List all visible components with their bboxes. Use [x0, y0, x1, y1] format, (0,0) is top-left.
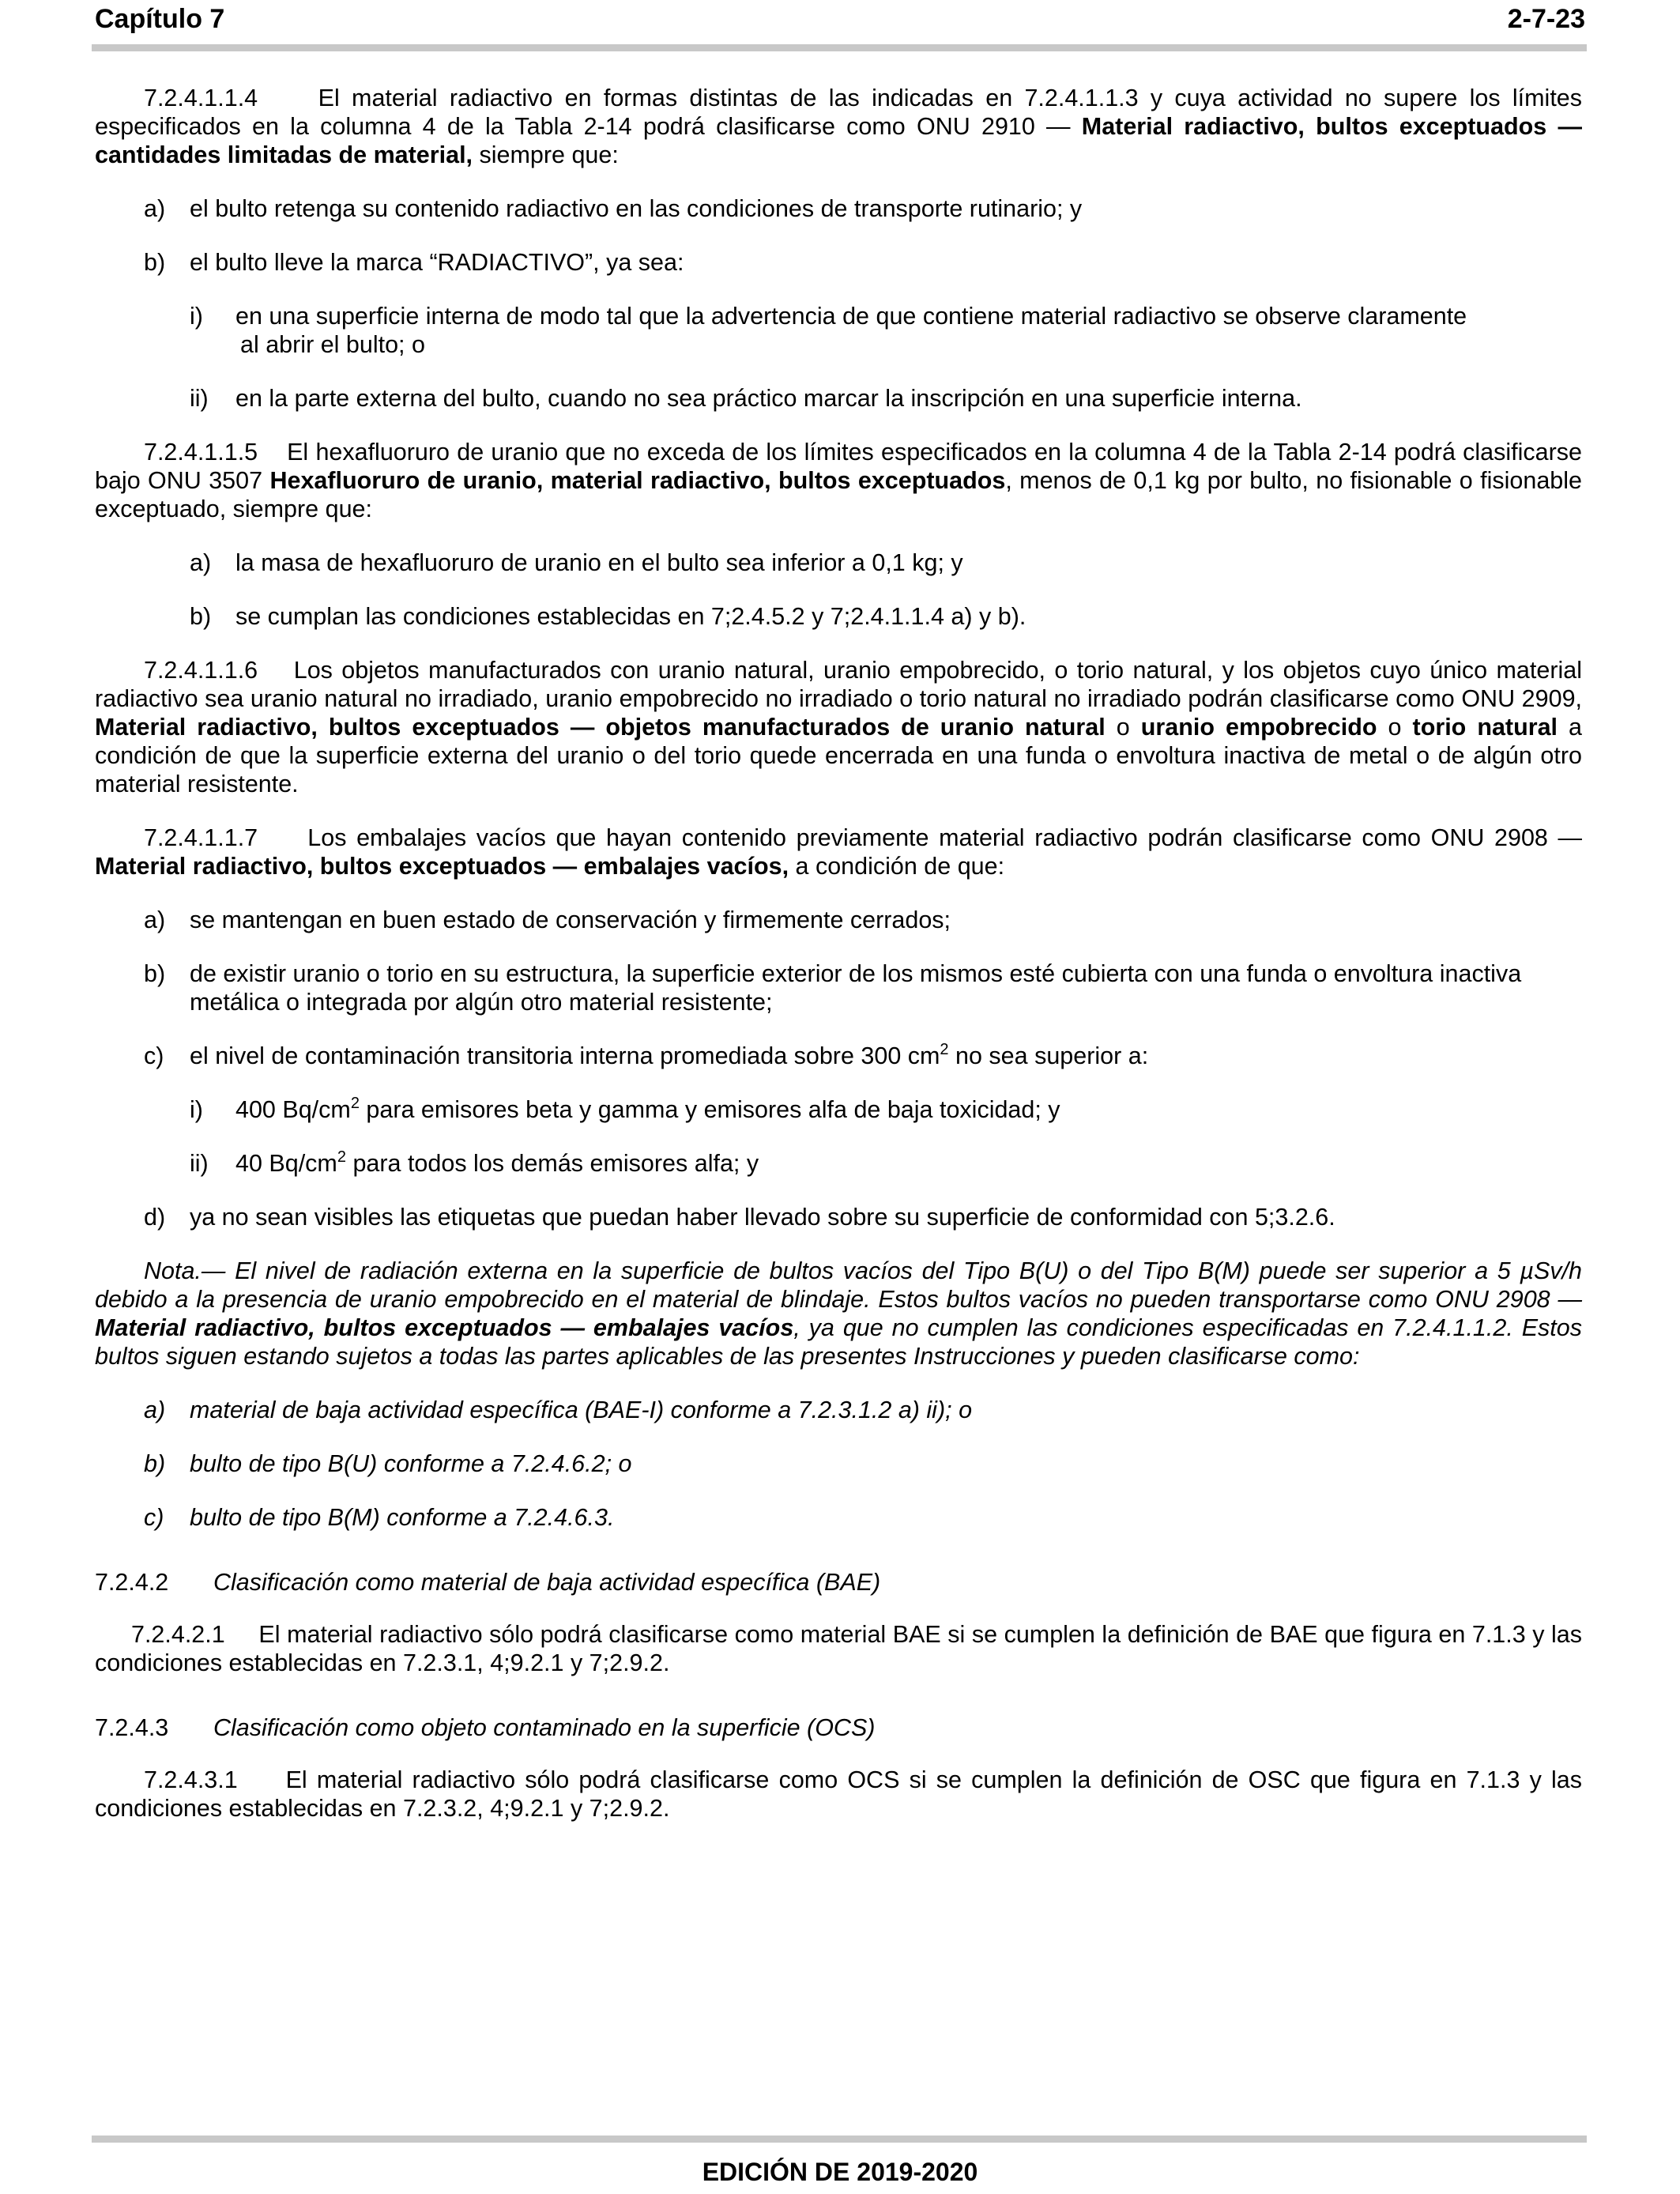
note-list-item [95, 1503, 1582, 1532]
list-item [95, 1203, 1582, 1231]
list-text-continuation: al abrir el bulto; o [240, 331, 425, 358]
paragraph-text: El hexafluoruro de uranio que no exceda de los límites especificados en la columna 4 de la Tabla 2-14 podrá clasificarse bajo ONU 3507 [95, 439, 1582, 494]
superscript: 2 [337, 1148, 346, 1166]
sub-list-item [95, 302, 1582, 359]
un-designation: torio natural [1412, 714, 1558, 741]
section-number: 7.2.4.3 [95, 1714, 169, 1741]
paragraph-text: a condición de que la superficie externa del uranio o del torio quede encerrada en una funda o envoltura inactiva de metal o de algún otro material resistente. [95, 714, 1583, 797]
list-item [95, 1042, 1582, 1070]
list-item [95, 248, 1582, 277]
paragraph-text: a condición de que: [789, 853, 1005, 880]
paragraph-7-2-4-1-1-5 [95, 438, 1582, 523]
section-heading-7-2-4-3 [95, 1713, 1582, 1742]
paragraph-text: o [1377, 714, 1413, 741]
section-title: Clasificación como material de baja actividad específica (BAE) [213, 1569, 881, 1596]
list-label: b) [144, 249, 166, 276]
list-label: c) [144, 1042, 164, 1069]
section-heading-7-2-4-2 [95, 1568, 1582, 1596]
superscript: 2 [350, 1095, 360, 1112]
list-text: se cumplan las condiciones establecidas en 7;2.4.5.2 y 7;2.4.1.1.4 a) y b). [235, 603, 1026, 630]
paragraph-text: Los embalajes vacíos que hayan contenido previamente material radiactivo podrán clasificarse como ONU 2908 — [307, 824, 1582, 851]
list-label: b) [190, 603, 212, 630]
list-label: c) [144, 1504, 164, 1531]
note-text: Nota.— El nivel de radiación externa en la superficie de bultos vacíos del Tipo B(U) o del Tipo B(M) puede ser superior a 5 µSv/h debido a la presencia de uranio empobrecido en el material de blindaje. Estos bultos vacíos no pueden transportarse como ONU 2908 — [95, 1257, 1582, 1313]
paragraph-number: 7.2.4.3.1 [144, 1766, 238, 1793]
paragraph-number: 7.2.4.1.1.4 [144, 85, 258, 111]
un-designation: Material radiactivo, bultos exceptuados — objetos manufacturados de uranio natural [95, 714, 1106, 741]
list-text: se mantengan en buen estado de conservación y firmemente cerrados; [190, 907, 951, 933]
list-text: en una superficie interna de modo tal que la advertencia de que contiene material radiactivo se observe claramente [235, 303, 1467, 330]
list-label: i) [190, 303, 203, 330]
list-text: en la parte externa del bulto, cuando no sea práctico marcar la inscripción en una superficie interna. [235, 385, 1302, 412]
paragraph-number: 7.2.4.1.1.5 [144, 439, 258, 466]
paragraph-text: o [1105, 714, 1141, 741]
list-text: ya no sean visibles las etiquetas que puedan haber llevado sobre su superficie de conformidad con 5;3.2.6. [190, 1204, 1335, 1231]
list-text: para emisores beta y gamma y emisores alfa de baja toxicidad; y [359, 1096, 1060, 1123]
superscript: 2 [940, 1041, 949, 1058]
paragraph-7-2-4-1-1-7 [95, 824, 1582, 880]
paragraph-text: El material radiactivo sólo podrá clasificarse como material BAE si se cumplen la definición de BAE que figura en 7.1.3 y las condiciones establecidas en 7.2.3.1, 4;9.2.1 y 7;2.9.2. [95, 1621, 1583, 1676]
note-list-item [95, 1396, 1582, 1424]
list-item [95, 906, 1582, 934]
paragraph-7-2-4-2-1 [95, 1620, 1582, 1677]
list-item [95, 548, 1582, 577]
un-designation: uranio empobrecido [1140, 714, 1377, 741]
list-item [95, 602, 1582, 631]
list-label: a) [190, 549, 212, 576]
footer-rule [92, 2136, 1587, 2143]
list-label: i) [190, 1096, 203, 1123]
paragraph-7-2-4-1-1-4 [95, 84, 1582, 169]
page-number: 2-7-23 [1507, 4, 1585, 34]
list-text: 400 Bq/cm [235, 1096, 351, 1123]
note-list-item [95, 1449, 1582, 1478]
paragraph-number: 7.2.4.1.1.7 [144, 824, 258, 851]
paragraph-number: 7.2.4.1.1.6 [144, 657, 258, 684]
document-body [95, 84, 1582, 1848]
header-rule [92, 44, 1587, 51]
list-text: para todos los demás emisores alfa; y [345, 1150, 759, 1177]
list-label: a) [144, 195, 166, 222]
section-number: 7.2.4.2 [95, 1569, 169, 1596]
paragraph-text: El material radiactivo sólo podrá clasificarse como OCS si se cumplen la definición de OSC que figura en 7.1.3 y las condiciones establecidas en 7.2.3.2, 4;9.2.1 y 7;2.9.2. [95, 1766, 1582, 1822]
paragraph-text: siempre que: [473, 141, 619, 168]
list-item [95, 959, 1582, 1016]
paragraph-text: , menos de 0,1 kg por bulto, no fisionable o fisionable exceptuado, siempre que: [95, 467, 1583, 522]
paragraph-text: Los objetos manufacturados con uranio natural, uranio empobrecido, o torio natural, y los objetos cuyo único material radiactivo sea uranio natural no irradiado, uranio empobrecido no irradiado o torio natural no irradiado podrán clasificarse como ONU 2909, [95, 657, 1582, 712]
note-text: , ya que no cumplen las condiciones especificadas en 7.2.4.1.1.2. Estos bultos siguen estando sujetos a todas las partes aplicables de las presentes Instrucciones y pueden clasificarse como: [95, 1314, 1582, 1370]
sub-list-item [95, 384, 1582, 413]
section-title: Clasificación como objeto contaminado en la superficie (OCS) [213, 1714, 876, 1741]
list-item [95, 194, 1582, 223]
list-text: 40 Bq/cm [235, 1150, 337, 1177]
chapter-heading: Capítulo 7 [95, 4, 225, 34]
list-label: ii) [190, 385, 209, 412]
paragraph-7-2-4-1-1-6 [95, 656, 1582, 798]
paragraph-number: 7.2.4.2.1 [131, 1621, 225, 1648]
paragraph-text: El material radiactivo en formas distintas de las indicadas en 7.2.4.1.1.3 y cuya actividad no supere los límites especificados en la columna 4 de la Tabla 2-14 podrá clasificarse como ONU 2910 — [95, 85, 1583, 140]
sub-list-item [95, 1095, 1582, 1124]
list-text: no sea superior a: [948, 1042, 1149, 1069]
list-label: a) [144, 1397, 166, 1423]
edition-footer: EDICIÓN DE 2019-2020 [702, 2158, 978, 2186]
list-label: b) [144, 1450, 166, 1477]
list-text: de existir uranio o torio en su estructura, la superficie exterior de los mismos esté cubierta con una funda o envoltura inactiva metálica o integrada por algún otro material resistente; [190, 960, 1522, 1016]
list-label: ii) [190, 1150, 209, 1177]
list-label: d) [144, 1204, 166, 1231]
list-text: el bulto lleve la marca “RADIACTIVO”, ya sea: [190, 249, 684, 276]
list-text: la masa de hexafluoruro de uranio en el bulto sea inferior a 0,1 kg; y [235, 549, 963, 576]
list-text: bulto de tipo B(M) conforme a 7.2.4.6.3. [190, 1504, 615, 1531]
list-text: el bulto retenga su contenido radiactivo en las condiciones de transporte rutinario; y [190, 195, 1083, 222]
un-designation: Material radiactivo, bultos exceptuados — embalajes vacíos [95, 1314, 794, 1341]
un-designation: Material radiactivo, bultos exceptuados — cantidades limitadas de material, [95, 113, 1582, 168]
sub-list-item [95, 1149, 1582, 1178]
list-text: bulto de tipo B(U) conforme a 7.2.4.6.2; o [190, 1450, 632, 1477]
list-text: el nivel de contaminación transitoria interna promediada sobre 300 cm [190, 1042, 940, 1069]
note-paragraph [95, 1257, 1582, 1370]
un-designation: Hexafluoruro de uranio, material radiactivo, bultos exceptuados [269, 467, 1006, 494]
list-label: b) [144, 960, 166, 987]
paragraph-7-2-4-3-1 [95, 1766, 1582, 1823]
un-designation: Material radiactivo, bultos exceptuados — embalajes vacíos, [95, 853, 789, 880]
list-label: a) [144, 907, 166, 933]
list-text: material de baja actividad específica (BAE-I) conforme a 7.2.3.1.2 a) ii); o [190, 1397, 973, 1423]
